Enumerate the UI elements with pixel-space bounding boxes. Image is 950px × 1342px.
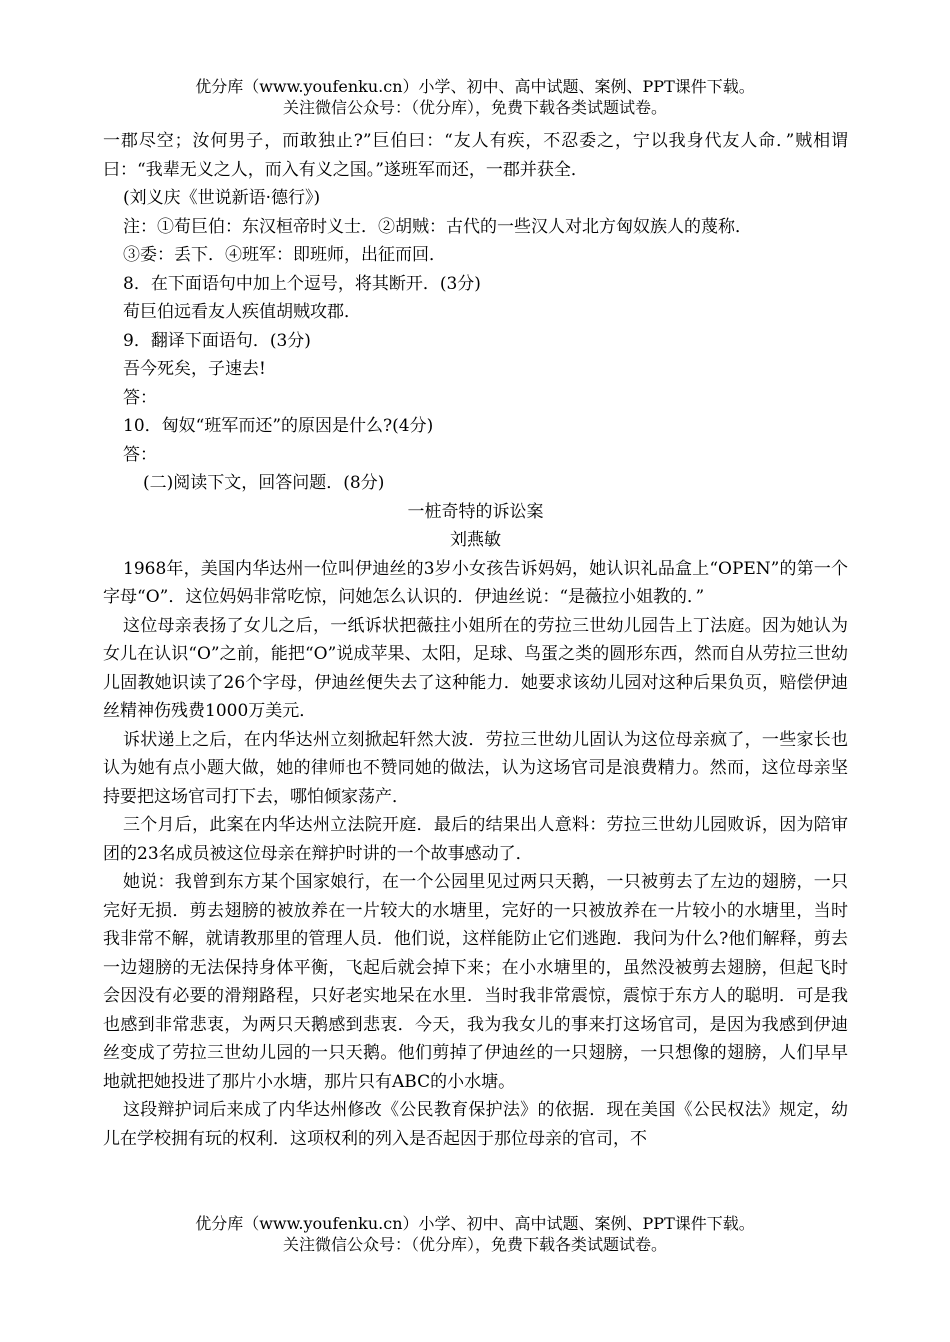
question-8: 8．在下面语句中加上个逗号，将其断开．(3分) [123,273,481,294]
classical-text-continuation: 一郡尽空；汝何男子，而敢独止?”巨伯曰：“友人有疾，不忍委之，宁以我身代友人命．”贼相谓曰：“我辈无义之人，而入有义之国。”遂班军而还，一郡并获全． [103,131,848,180]
question-9: 9．翻译下面语句．(3分) [123,330,311,351]
question-9-text: 吾今死矣，子速去! [123,359,266,379]
article-title: 一桩奇特的诉讼案 [407,501,544,522]
page-header [100,76,850,118]
page-footer [100,1213,850,1255]
article-paragraph-6: 这段辩护词后来成了内华达州修改《公民教育保护法》的依据．现在美国《公民权法》规定，幼儿在学校拥有玩的权利．这项权利的列入是否起因于那位母亲的官司，不 [103,1100,848,1149]
article-paragraph-2: 这位母亲表扬了女儿之后，一纸诉状把薇拄小姐所在的劳拉三世幼儿园告上丁法庭。因为她认为女儿在认识“O”之前，能把“O”说成苹果、太阳，足球、鸟蛋之类的圆形东西，然而自从劳拉三世幼儿固教她识读了26个字母，伊迪丝便失去了这种能力．她要求该幼儿园对这种后果负页，赔偿伊迪丝精神伤残费1000万美元． [103,615,848,721]
header-line-2: 关注微信公众号：（优分库），免费下载各类试题试卷。 [282,98,667,117]
answer-label-1: 答： [123,387,157,408]
article-paragraph-1: 1968年，美国内华达州一位叫伊迪丝的3岁小女孩告诉妈妈，她认识礼品盒上“OPEN”的第一个字母“O”．这位妈妈非常吃惊，问她怎么认识的．伊迪丝说：“是薇拉小姐教的．” [103,558,848,607]
answer-label-2: 答： [123,444,157,465]
header-line-1: 优分库（www.youfenku.cn）小学、初中、高中试题、案例、PPT课件下载。 [195,77,755,96]
note-line-2: ③委：丢下．④班军：即班师，出征而回． [123,245,446,265]
article-author: 刘燕敏 [450,530,501,550]
section-2-heading: (二)阅读下文，回答问题．(8分) [143,473,385,493]
footer-line-2: 关注微信公众号：（优分库），免费下载各类试题试卷。 [282,1235,667,1254]
note-line-1: 注：①荀巨伯：东汉桓帝时义士．②胡贼：古代的一些汉人对北方匈奴族人的蔑称． [123,216,752,237]
article-paragraph-3: 诉状递上之后，在内华达州立刻掀起轩然大波．劳拉三世幼儿固认为这位母亲疯了，一些家长也认为她有点小题大做，她的律师也不赞同她的做法，认为这场官司是浪费精力。然而，这位母亲坚持要把这场官司打下去，哪怕倾家荡产． [103,729,848,807]
document-body [103,127,848,1153]
footer-line-1: 优分库（www.youfenku.cn）小学、初中、高中试题、案例、PPT课件下载。 [195,1214,755,1233]
question-8-text: 荀巨伯远看友人疾值胡贼攻郡． [123,302,361,322]
source-citation: (刘义庆《世说新语·德行》) [123,188,321,208]
question-10: 10．匈奴“班军而还”的原因是什么?(4分) [123,416,434,436]
article-paragraph-5: 她说：我曾到东方某个国家娘行，在一个公园里见过两只天鹅，一只被剪去了左边的翅膀，一只完好无损．剪去翅膀的被放养在一片较大的水塘里，完好的一只被放养在一片较小的水塘里，当时我非常不解，就请教那里的管理人员．他们说，这样能防止它们逃跑．我问为什么?他们解释，剪去一边翅膀的无法保持身体平衡，飞起后就会掉下来；在小水塘里的，虽然没被剪去翅膀，但起飞时会因没有必要的滑翔路程，只好老实地呆在水里．当时我非常震惊，震惊于东方人的聪明．可是我也感到非常悲衷，为两只天鹅感到悲衷．今天，我为我女儿的事来打这场官司，是因为我感到伊迪丝变成了劳拉三世幼儿园的一只天鹅。他们剪掉了伊迪丝的一只翅膀，一只想像的翅膀，人们早早地就把她投进了那片小水塘，那片只有ABC的小水塘。 [103,872,848,1092]
article-paragraph-4: 三个月后，此案在内华达州立法院开庭．最后的结果出人意料：劳拉三世幼儿园败诉，因为陪审团的23名成员被这位母亲在辩护时讲的一个故事感动了． [103,815,848,864]
